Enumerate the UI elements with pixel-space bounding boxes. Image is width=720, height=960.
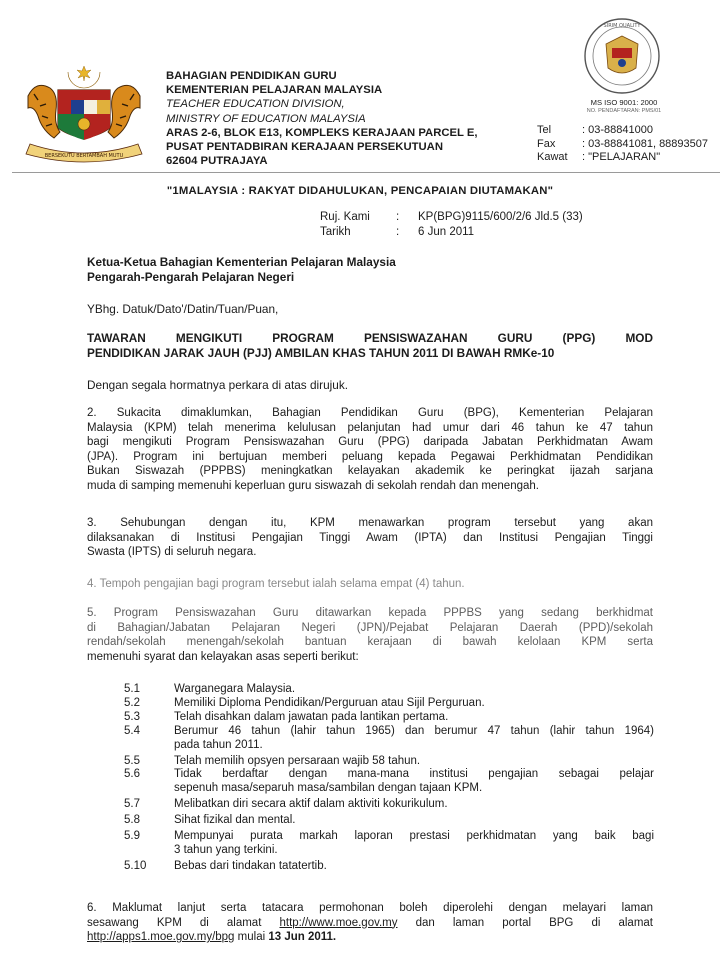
list-item-number: 5.2 — [124, 696, 140, 709]
paragraph-line: memenuhi syarat dan kelayakan asas seperti berikut: — [87, 650, 359, 663]
list-item-number: 5.5 — [124, 754, 140, 767]
contact-value: : 03-88841081, 88893507 — [582, 137, 709, 150]
list-item — [124, 697, 654, 711]
paragraph-line: 5. Program Pensiswazahan Guru ditawarkan kepada PPPBS yang sedang berkhidmat — [87, 607, 653, 619]
bpg-portal-link[interactable]: http://apps1.moe.gov.my/bpg — [87, 931, 235, 944]
recipient-line-2: Pengarah-Pengarah Pelajaran Negeri — [87, 270, 295, 284]
date-row — [320, 225, 583, 240]
address-line-1: ARAS 2-6, BLOK E13, KOMPLEKS KERAJAAN PARCEL E, — [166, 126, 478, 139]
reference-number-row — [320, 210, 583, 225]
paragraph-line: (JPA). Program ini bertujuan memberi peluang kepada Pegawai Perkhidmatan Pendidikan — [87, 450, 653, 463]
list-item-text: Telah memilih opsyen persaraan wajib 58 tahun. — [174, 754, 421, 767]
paragraph-line — [87, 930, 653, 945]
letterhead-address — [166, 69, 478, 168]
iso-registration: NO. PENDAFTARAN: PMS/01 — [586, 108, 662, 114]
requirements-list — [124, 683, 654, 874]
iso-label — [582, 98, 666, 116]
list-item-text: Warganegara Malaysia. — [174, 683, 296, 695]
header-divider — [12, 172, 720, 173]
list-item-number: 5.1 — [124, 683, 140, 695]
list-item-text: pada tahun 2011. — [174, 738, 263, 751]
date-label: Tarikh — [320, 225, 351, 238]
iso-standard: MS ISO 9001: 2000 — [590, 98, 658, 107]
paragraph-line: 6. Maklumat lanjut serta tatacara permohonan boleh diperolehi dengan melayari laman — [87, 902, 653, 914]
moe-website-link[interactable]: http://www.moe.gov.my — [279, 916, 398, 929]
paragraph-text: sesawang KPM di alamat — [87, 916, 262, 929]
paragraph-text: dan laman portal BPG di alamat — [415, 916, 653, 929]
reference-block — [320, 210, 583, 239]
paragraph-line: bagi mengikuti Program Pensiswazahan Guru (PPG) daripada Jabatan Perkhidmatan Awam — [87, 436, 653, 449]
paragraph-line: Swasta (IPTS) di seluruh negara. — [87, 546, 257, 559]
list-item-number: 5.7 — [124, 798, 140, 811]
list-item-number: 5.10 — [124, 859, 147, 872]
contact-kawat — [537, 151, 708, 165]
paragraph-line: Malaysia (KPM) telah menerima kelulusan pelanjutan had umur dari 46 tahun ke 47 tahun — [87, 421, 653, 434]
division-name-en: TEACHER EDUCATION DIVISION, — [166, 98, 345, 111]
contact-label: Tel — [537, 124, 552, 136]
paragraph-text: mulai — [234, 931, 269, 944]
paragraph-line: 4. Tempoh pengajian bagi program tersebut ialah selama empat (4) tahun. — [87, 578, 465, 590]
list-item — [124, 814, 654, 828]
start-date: 13 Jun 2011. — [268, 931, 337, 944]
ministry-name-ms: KEMENTERIAN PELAJARAN MALAYSIA — [166, 84, 383, 97]
paragraph-line: 2. Sukacita dimaklumkan, Bahagian Pendidikan Guru (BPG), Kementerian Pelajaran — [87, 407, 653, 419]
list-item — [124, 683, 654, 697]
paragraph-line — [87, 916, 653, 931]
paragraph-line: di Bahagian/Jabatan Pelajaran Negeri (JPN)/Pejabat Pelajaran Daerah (PPD)/sekolah — [87, 621, 653, 634]
list-item-text: 3 tahun yang terkini. — [174, 843, 278, 856]
list-item-text: Melibatkan diri secara aktif dalam aktiviti kokurikulum. — [174, 798, 448, 811]
recipient-line-1: Ketua-Ketua Bahagian Kementerian Pelajaran Malaysia — [87, 255, 396, 269]
list-item-text: Memiliki Diploma Pendidikan/Perguruan atau Sijil Perguruan. — [174, 696, 485, 709]
list-item — [124, 755, 654, 769]
list-item-number: 5.9 — [124, 830, 140, 843]
list-item — [124, 830, 654, 858]
list-item-text: Tidak berdaftar dengan mana-mana institusi pengajian sebagai pelajar — [174, 768, 654, 781]
list-item — [124, 725, 654, 753]
national-motto: "1MALAYSIA : RAKYAT DIDAHULUKAN, PENCAPAIAN DIUTAMAKAN" — [166, 185, 554, 197]
recipients — [87, 255, 396, 285]
paragraph-line: 3. Sehubungan dengan itu, KPM menawarkan program tersebut yang akan — [87, 517, 653, 529]
list-item-text: Mempunyai purata markah laporan prestasi perkhidmatan yang baik bagi — [174, 830, 654, 843]
paragraph-line: Bukan Siswazah (PPPBS) meningkatkan kelayakan akademik ke peringkat ijazah sarjana — [87, 465, 653, 478]
iso-seal-ring-text: SIRIM QUALITY — [603, 23, 641, 29]
list-item — [124, 860, 654, 874]
crest-motto-text: BERSEKUTU BERTAMBAH MUTU — [44, 153, 124, 159]
contact-details — [537, 124, 708, 165]
subject-line-2: PENDIDIKAN JARAK JAUH (PJJ) AMBILAN KHAS TAHUN 2011 DI BAWAH RMKe-10 — [87, 346, 555, 360]
address-line-2: PUSAT PENTADBIRAN KERAJAAN PERSEKUTUAN — [166, 141, 443, 154]
list-item-text: Telah disahkan dalam jawatan pada lantikan pertama. — [174, 710, 449, 723]
reference-colon: : — [396, 211, 400, 223]
paragraph-line: dilaksanakan di Institusi Pengajian Tinggi Awam (IPTA) dan Institusi Pengajian Tinggi — [87, 531, 653, 544]
address-line-3: 62604 PUTRAJAYA — [166, 155, 268, 168]
list-item — [124, 711, 654, 725]
contact-label: Fax — [537, 137, 556, 150]
list-item-text: Berumur 46 tahun (lahir tahun 1965) dan berumur 47 tahun (lahir tahun 1964) — [174, 724, 654, 737]
list-item-text: sepenuh masa/separuh masa/sambilan dengan tajaan KPM. — [174, 782, 483, 795]
list-item — [124, 768, 654, 796]
paragraph-6 — [87, 901, 653, 945]
paragraph-3 — [87, 516, 653, 560]
opening-greeting: Dengan segala hormatnya perkara di atas dirujuk. — [87, 378, 348, 392]
paragraph-2 — [87, 406, 653, 494]
paragraph-5 — [87, 606, 653, 664]
list-item-text: Bebas dari tindakan tatatertib. — [174, 859, 327, 872]
list-item — [124, 798, 654, 812]
paragraph-line: rendah/sekolah menengah/sekolah bantuan kerajaan di bawah kelolaan KPM serta — [87, 636, 653, 649]
list-item-number: 5.8 — [124, 814, 140, 827]
date-value: 6 Jun 2011 — [418, 225, 475, 238]
contact-fax — [537, 138, 708, 152]
list-item-number: 5.3 — [124, 710, 140, 723]
contact-tel — [537, 124, 708, 138]
reference-number: KP(BPG)9115/600/2/6 Jld.5 (33) — [418, 211, 583, 223]
salutation: YBhg. Datuk/Dato'/Datin/Tuan/Puan, — [87, 302, 279, 316]
ministry-name-en: MINISTRY OF EDUCATION MALAYSIA — [166, 112, 366, 125]
contact-label: Kawat — [537, 151, 568, 164]
contact-value: : 03-88841000 — [582, 124, 653, 136]
list-item-number: 5.6 — [124, 768, 140, 781]
reference-label: Ruj. Kami — [320, 211, 370, 223]
paragraph-line: muda di samping memenuhi keperluan guru siswazah di sekolah rendah dan menengah. — [87, 479, 539, 492]
iso-certification-seal-icon — [582, 16, 662, 96]
list-item-number: 5.4 — [124, 724, 140, 737]
contact-value: : "PELAJARAN" — [582, 151, 661, 164]
division-name-ms: BAHAGIAN PENDIDIKAN GURU — [166, 70, 337, 82]
malaysia-coat-of-arms-icon — [20, 66, 148, 166]
date-colon: : — [396, 225, 400, 238]
subject-line-1: TAWARAN MENGIKUTI PROGRAM PENSISWAZAHAN GURU (PPG) MOD — [87, 331, 653, 345]
list-item-text: Sihat fizikal dan mental. — [174, 814, 296, 827]
paragraph-4 — [87, 577, 653, 592]
